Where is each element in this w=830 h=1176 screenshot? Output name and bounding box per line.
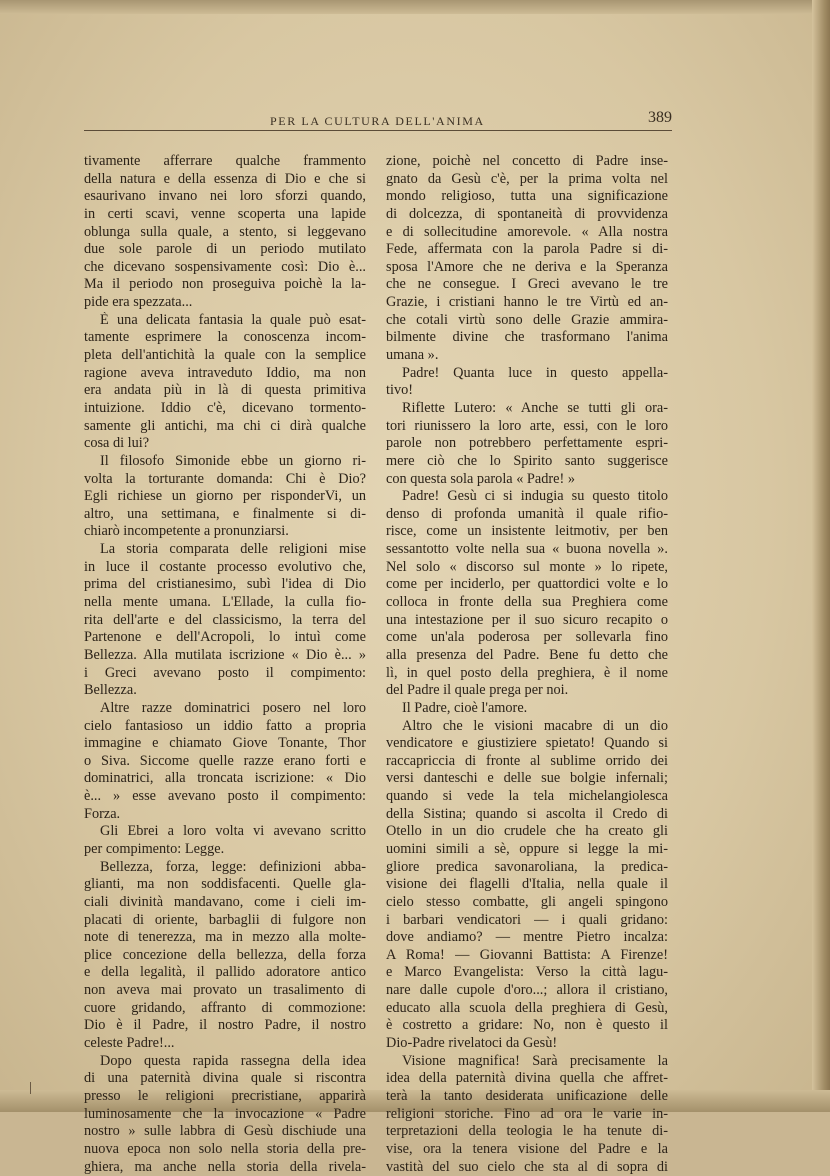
text-line: sposa l'Amore che ne deriva e la Speranza — [386, 258, 668, 275]
text-line: Nel solo « discorso sul monte » lo ripete, — [386, 558, 668, 575]
text-line: ghiera, ma anche nella storia della rivela- — [84, 1158, 366, 1175]
text-line: terà la tanto desiderata unificazione delle — [386, 1087, 668, 1104]
text-line: di una paternità divina quale si riscontra — [84, 1070, 366, 1087]
text-line: Padre! Quanta luce in questo appella- — [402, 364, 668, 381]
text-line: nuova epoca non solo nella storia della pre- — [84, 1140, 366, 1157]
text-line: terpretazioni della teologia le ha tenute di- — [386, 1123, 668, 1140]
text-line: della Sistina; quando si ascolta il Credo di — [386, 805, 668, 822]
text-line: presso le religioni precristiane, apparirà — [84, 1087, 366, 1104]
text-line: mondo religioso, tutta una significazione — [386, 188, 668, 205]
text-line: altro, una settimana, e finalmente si di- — [84, 505, 366, 522]
text-line: intuizione. Iddio c'è, dicevano tormento- — [84, 399, 366, 416]
text-line: gliore predica savonaroliana, la predica- — [386, 858, 668, 875]
text-line: è costretto a gridare: No, non è questo il — [386, 1017, 668, 1034]
text-line: vise, ora la tenera visione del Padre e la — [386, 1140, 668, 1157]
text-line: Dopo questa rapida rassegna della idea — [100, 1052, 366, 1069]
text-line: che ne consegue. I Greci avevano le tre — [386, 276, 668, 293]
text-line: dominatrici, alla troncata iscrizione: « Dio — [84, 770, 366, 787]
text-line: colloca in fronte della sua Preghiera come — [386, 594, 668, 611]
text-line: chiarò incompetente a pronunziarsi. — [84, 523, 289, 540]
text-line: Padre! Gesù ci si indugia su questo titolo — [402, 488, 668, 505]
text-line: vastità del suo cielo che sta al di sopra di — [386, 1158, 668, 1175]
text-line: Il filosofo Simonide ebbe un giorno ri- — [100, 452, 366, 469]
text-line: zione, poichè nel concetto di Padre inse- — [386, 153, 668, 169]
text-line: cuore gridando, affranto di commozione: — [84, 999, 366, 1016]
text-line: volta la torturante domanda: Chi è Dio? — [84, 470, 366, 487]
text-line: era andata più in là di questa primitiva — [84, 382, 366, 399]
text-line: Riflette Lutero: « Anche se tutti gli ora- — [402, 399, 668, 416]
text-line: con questa sola parola « Padre! » — [386, 470, 575, 487]
text-line: e Marco Evangelista: Verso la città lagu- — [386, 964, 668, 981]
text-line: alla presenza del Padre. Bene fu detto che — [386, 646, 668, 663]
text-line: esaurivano invano nei loro sforzi quando, — [84, 188, 366, 205]
text-line: nella mente umana. L'Ellade, la culla fio- — [84, 594, 366, 611]
text-line: tamente esprimere la conoscenza incom- — [84, 329, 366, 346]
text-line: parole non potrebbero perfettamente espri- — [386, 435, 668, 452]
text-line: è... » esse avevano posto il compimento: — [84, 788, 366, 805]
text-line: È una delicata fantasia la quale può esat- — [100, 311, 366, 328]
page-top-edge — [0, 0, 830, 14]
text-line: idea della paternità divina quella che affret- — [386, 1070, 668, 1087]
running-title: PER LA CULTURA DELL'ANIMA — [270, 114, 485, 128]
text-line: placati di oriente, barbaglii di fulgore non — [84, 911, 366, 928]
text-line: prima del cristianesimo, subì l'idea di Dio — [84, 576, 366, 593]
text-line: raccapriccia di fronte al sublime orrido dei — [386, 752, 668, 769]
text-line: nostro » sulle labbra di Gesù dischiude una — [84, 1123, 366, 1140]
page-number: 389 — [648, 109, 672, 126]
text-line: che dicevano sospensivamente così: Dio è... — [84, 258, 366, 275]
text-line: non aveva mai provato un trasalimento di — [84, 982, 366, 999]
text-line: Partenone e dell'Acropoli, lo intuì come — [84, 629, 366, 646]
text-line: cielo fantasioso un iddio fatto a propria — [84, 717, 366, 734]
text-line: Visione magnifica! Sarà precisamente la — [402, 1052, 668, 1069]
text-line: lì, in quel posto della preghiera, è il nome — [386, 664, 668, 681]
text-line: educato alla scuola della preghiera di Gesù, — [386, 999, 668, 1016]
text-line: Altro che le visioni macabre di un dio — [402, 717, 668, 734]
text-line: vendicatore e giustiziere spietato! Quando si — [386, 735, 668, 752]
text-line: sessantotto volte nella sua « buona novella ». — [386, 541, 668, 558]
text-line: note di tenerezza, ma in mezzo alla molte- — [84, 929, 366, 946]
text-line: nare dalle cupole d'oro...; allora il cristiano, — [386, 982, 668, 999]
text-line: cielo stesso combatte, gli angeli spingono — [386, 893, 668, 910]
text-line: Dio è il Padre, il nostro Padre, il nostro — [84, 1017, 366, 1034]
text-line: risce, come un insistente leitmotiv, per ben — [386, 523, 668, 540]
text-line: che cotali virtù sono delle Grazie ammira- — [386, 311, 668, 328]
text-line: e della legalità, il pallido adoratore antico — [84, 964, 366, 981]
text-line: La storia comparata delle religioni mise — [100, 541, 366, 558]
text-line: dove andiamo? — mentre Pietro incalza: — [386, 929, 668, 946]
text-line: celeste Padre!... — [84, 1035, 175, 1052]
text-line: in luce il costante processo evolutivo che, — [84, 558, 366, 575]
text-line: cosa di lui? — [84, 435, 150, 452]
text-line: quando si vede la tela michelangiolesca — [386, 788, 668, 805]
text-line: Bellezza. Alla mutilata iscrizione « Dio è... » — [84, 646, 366, 663]
text-line: Dio-Padre rivelatoci da Gesù! — [386, 1035, 558, 1052]
left-text-column — [84, 153, 366, 1176]
text-line: del Padre il quale prega per noi. — [386, 682, 569, 699]
text-line: come per inciderlo, per quattordici volte e lo — [386, 576, 668, 593]
text-line: rita dell'arte e del classicismo, la terra del — [84, 611, 366, 628]
text-line: Il Padre, cioè l'amore. — [402, 699, 528, 716]
margin-mark — [30, 1082, 31, 1094]
text-line: visione dei flagelli d'Italia, nella quale il — [386, 876, 668, 893]
text-line: Grazie, i cristiani hanno le tre Virtù ed an- — [386, 294, 668, 311]
text-line: religioni storiche. Fino ad ora le varie in- — [386, 1105, 668, 1122]
text-line: Egli richiese un giorno per risponderVi, un — [84, 488, 366, 505]
text-line: in certi scavi, venne scoperta una lapide — [84, 205, 366, 222]
text-line: ragione aveva intraveduto Iddio, ma non — [84, 364, 366, 381]
text-line: o Siva. Siccome quelle razze erano forti e — [84, 752, 366, 769]
text-line: denso di profonda umanità il quale rifio- — [386, 505, 668, 522]
text-line: plice concezione della bellezza, della forza — [84, 946, 366, 963]
text-line: i Greci avevano posto il compimento: — [84, 664, 366, 681]
text-line: Gli Ebrei a loro volta vi avevano scritto — [100, 823, 366, 840]
text-line: una intestazione per il suo sicuro recapito o — [386, 611, 668, 628]
text-line: Bellezza. — [84, 682, 137, 699]
text-line: pide era spezzata... — [84, 294, 193, 311]
text-line: ciali divinità mandavano, come i cieli im- — [84, 893, 366, 910]
text-line: pleta dell'antichità la quale con la semplice — [84, 347, 366, 364]
text-line: oblunga sulla quale, a stento, si leggevano — [84, 223, 366, 240]
text-line: luminosamente che la invocazione « Padre — [84, 1105, 366, 1122]
text-line: Bellezza, forza, legge: definizioni abba- — [100, 858, 366, 875]
text-line: Altre razze dominatrici posero nel loro — [100, 699, 366, 716]
text-line: due sole parole di un periodo mutilato — [84, 241, 366, 258]
text-line: bilmente divine che trasformano l'anima — [386, 329, 668, 346]
text-line: immagine e chiamato Giove Tonante, Thor — [84, 735, 366, 752]
text-line: Forza. — [84, 805, 121, 822]
text-line: della natura e della essenza di Dio e che si — [84, 170, 366, 187]
text-line: Fede, affermata con la parola Padre si di- — [386, 241, 668, 258]
running-header — [84, 106, 672, 131]
text-line: umana ». — [386, 347, 439, 364]
text-line: versi danteschi e delle sue bolgie infernali; — [386, 770, 668, 787]
text-line: per compimento: Legge. — [84, 840, 225, 857]
text-line: e di sollecitudine amorevole. « Alla nostra — [386, 223, 668, 240]
text-line: di dolcezza, di spontaneità di provvidenza — [386, 205, 668, 222]
text-line: come un'ala poderosa per sollevarla fino — [386, 629, 668, 646]
text-line: Otello in un dio crudele che ha creato gli — [386, 823, 668, 840]
text-line: mere ciò che lo Spirito santo suggerisce — [386, 452, 668, 469]
text-line: Ma il periodo non proseguiva poichè la la- — [84, 276, 366, 293]
right-text-column — [386, 153, 668, 1176]
text-line: glianti, ma non soddisfacenti. Quelle gla- — [84, 876, 366, 893]
text-line: gnato da Gesù c'è, per la prima volta nel — [386, 170, 668, 187]
text-line: tori riunissero la loro arte, essi, con le loro — [386, 417, 668, 434]
text-line: samente gli antichi, ma chi ci dirà qualche — [84, 417, 366, 434]
text-line: tivo! — [386, 382, 414, 399]
text-line: i barbari vendicatori — i quali gridano: — [386, 911, 668, 928]
text-line: tivamente afferrare qualche frammento — [84, 153, 366, 169]
text-line: uomini simili a sè, oppure si legge la mi- — [386, 840, 668, 857]
page-right-edge — [812, 0, 830, 1112]
text-line: A Roma! — Giovanni Battista: A Firenze! — [386, 946, 668, 963]
